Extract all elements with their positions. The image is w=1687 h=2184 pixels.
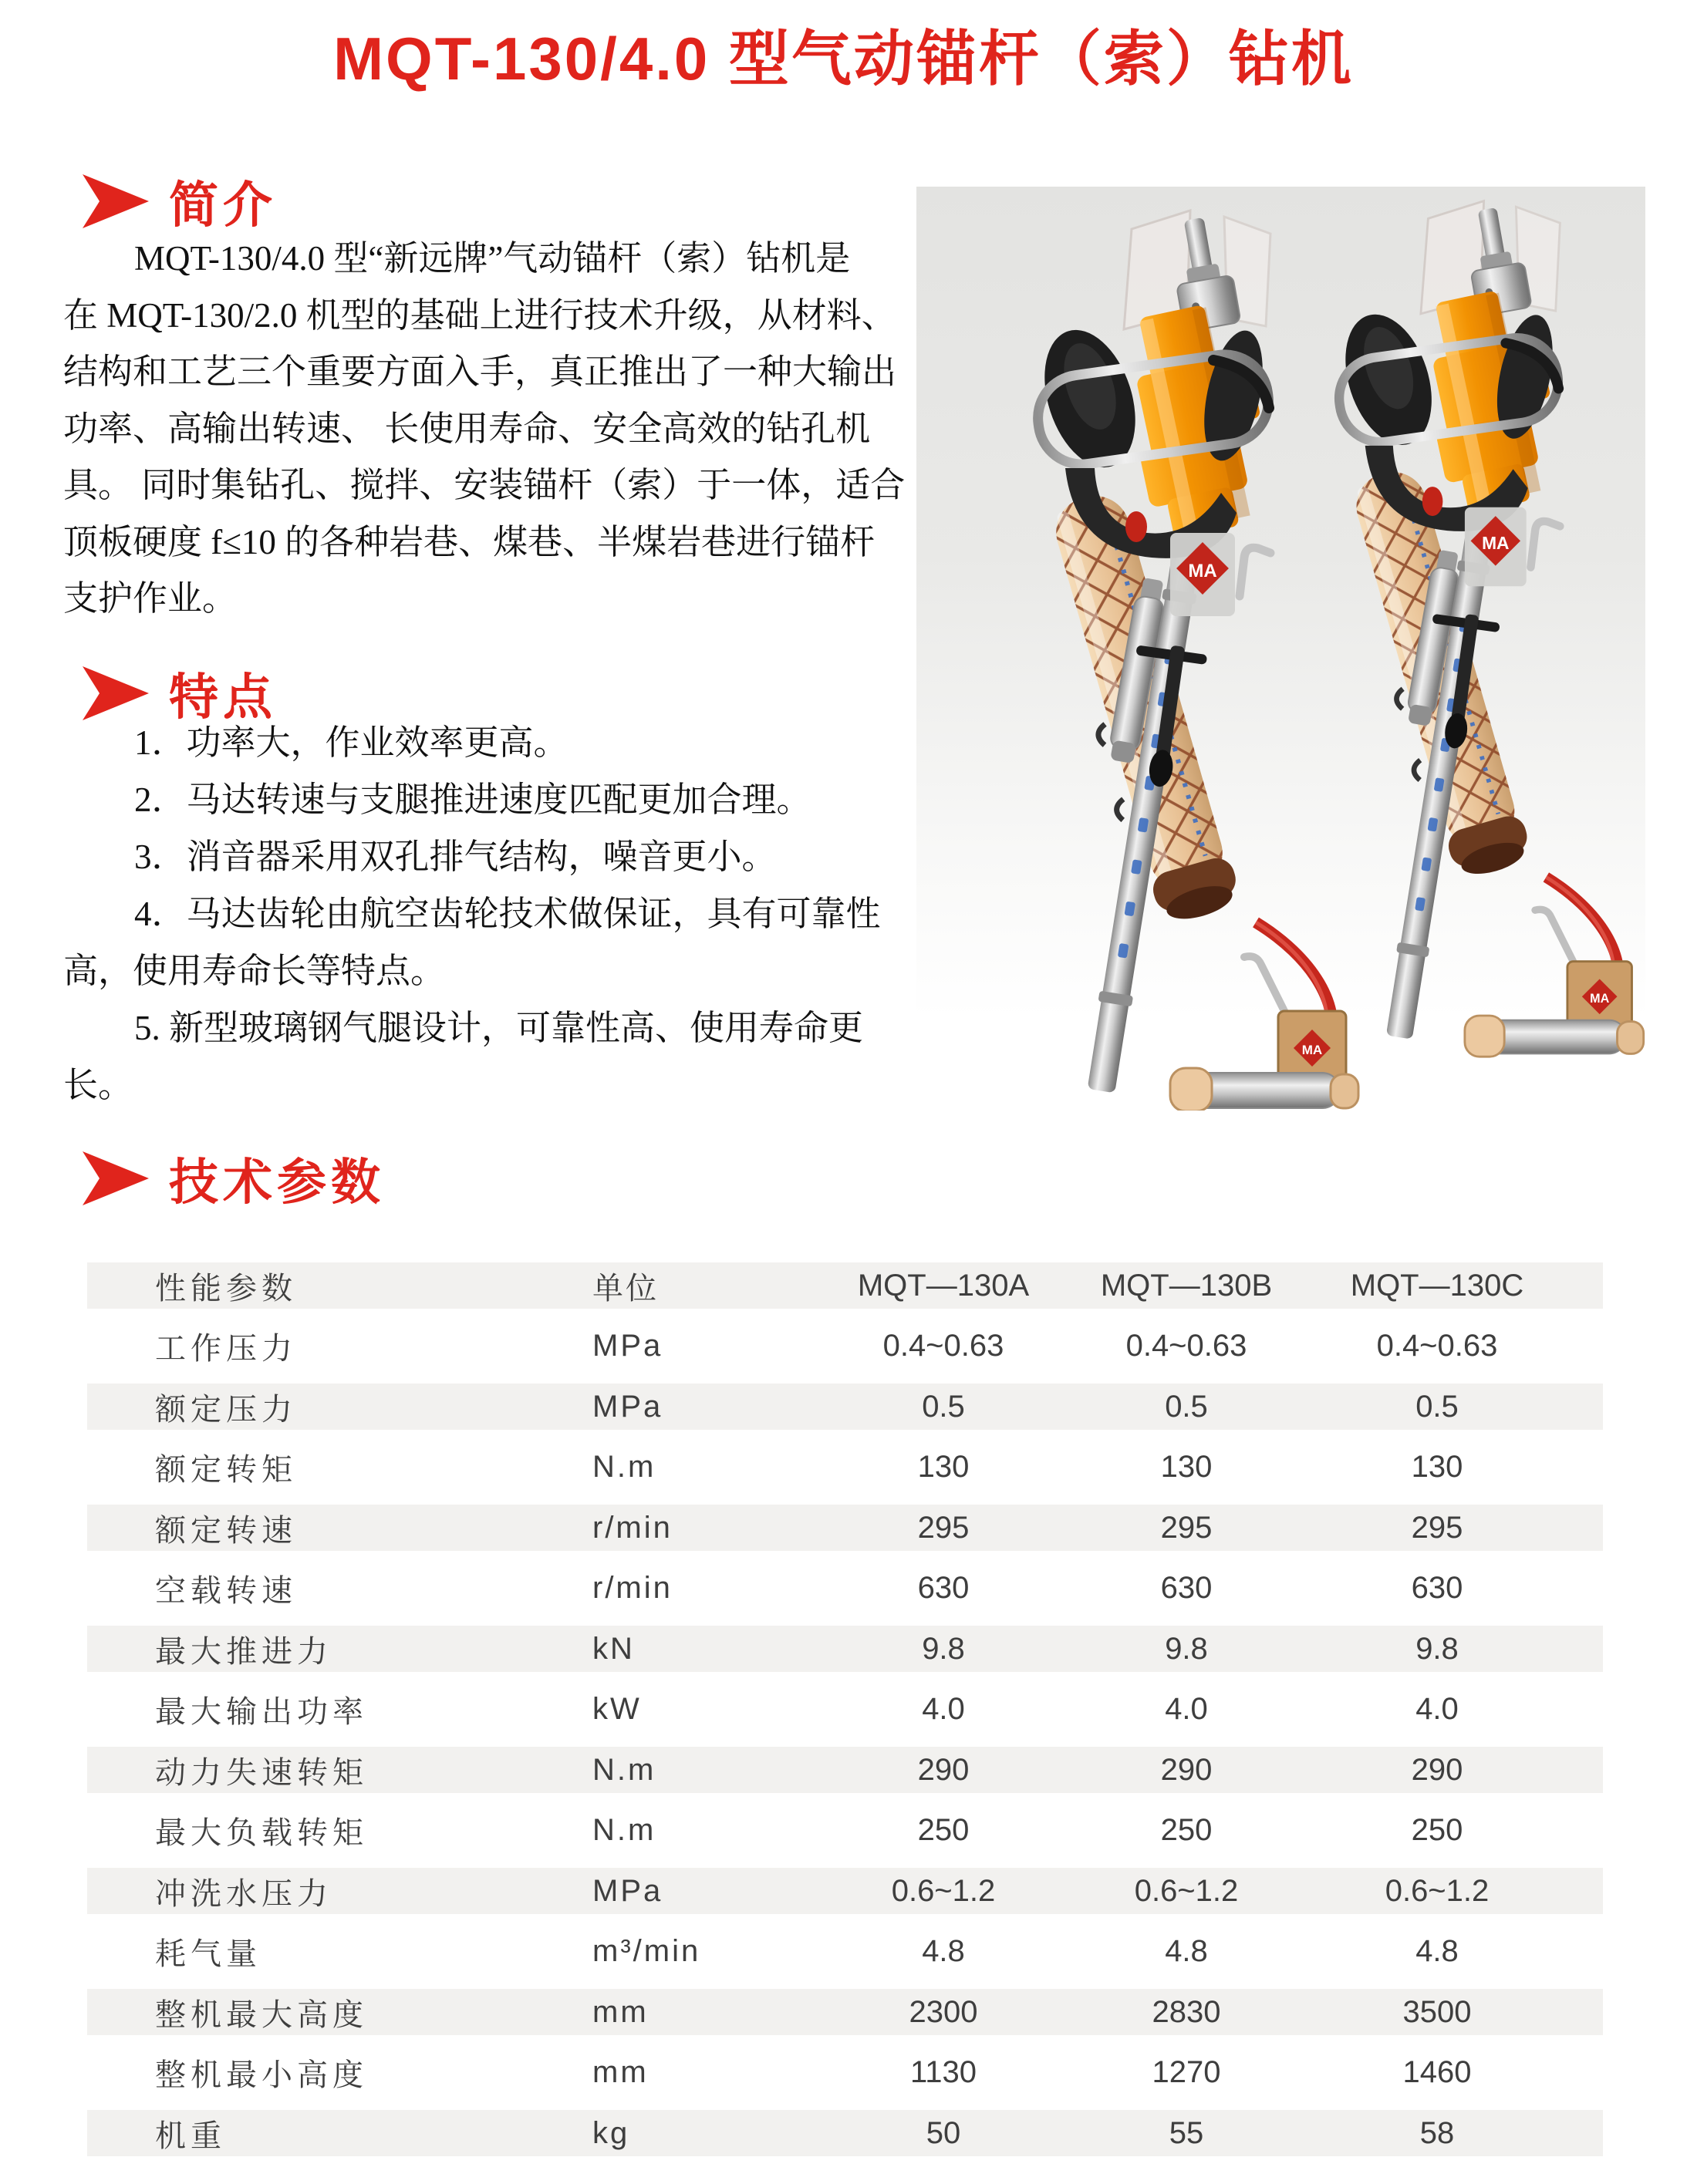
col-header-unit: 单位 [592, 1271, 659, 1306]
value-b-cell: 9.8 [1165, 1631, 1208, 1666]
parameter-name-cell: 动力失速转矩 [155, 1755, 368, 1790]
col-header-model-b: MQT—130B [1100, 1268, 1273, 1303]
value-b-cell: 295 [1160, 1510, 1213, 1545]
parameter-name-cell: 最大推进力 [155, 1634, 332, 1669]
table-header-row [87, 1262, 1603, 1309]
unit-cell: r/min [592, 1571, 673, 1605]
value-b-cell: 1270 [1152, 2055, 1221, 2089]
value-c-cell: 0.4~0.63 [1376, 1329, 1498, 1363]
value-c-cell: 630 [1411, 1571, 1463, 1605]
table-row [87, 1626, 1603, 1672]
value-c-cell: 0.6~1.2 [1385, 1873, 1490, 1908]
value-b-cell: 0.5 [1165, 1389, 1208, 1424]
value-a-cell: 0.6~1.2 [891, 1873, 996, 1908]
features-list [63, 714, 896, 1114]
value-c-cell: 0.5 [1415, 1389, 1459, 1424]
unit-cell: N.m [592, 1813, 656, 1847]
col-header-model-a: MQT—130A [857, 1268, 1030, 1303]
value-b-cell: 130 [1160, 1450, 1213, 1484]
table-body [87, 1309, 1603, 2156]
value-c-cell: 9.8 [1415, 1631, 1459, 1666]
page-title: MQT-130/4.0 型气动锚杆（索）钻机 [333, 25, 1354, 93]
table-row [87, 1384, 1603, 1430]
value-c-cell: 1460 [1402, 2055, 1472, 2089]
specs-table [87, 1262, 1603, 2156]
parameter-name-cell: 额定转矩 [155, 1453, 297, 1487]
value-c-cell: 4.8 [1415, 1934, 1459, 1968]
section-arrow-icon [83, 665, 149, 722]
value-a-cell: 0.5 [922, 1389, 965, 1424]
feature-line: 4．马达齿轮由航空齿轮技术做保证，具有可靠性 [134, 895, 881, 933]
parameter-name-cell: 额定压力 [155, 1392, 297, 1427]
specs-heading-text: 技术参数 [169, 1154, 385, 1210]
intro-heading-text: 简介 [169, 177, 277, 233]
table-row [87, 1747, 1603, 1793]
value-c-cell: 290 [1411, 1752, 1463, 1787]
table-row [87, 1430, 1603, 1505]
table-row [87, 2035, 1603, 2110]
value-b-cell: 0.6~1.2 [1134, 1873, 1239, 1908]
parameter-name-cell: 耗气量 [155, 1937, 261, 1971]
unit-cell: MPa [592, 1389, 663, 1424]
unit-cell: MPa [592, 1873, 663, 1908]
unit-cell: MPa [592, 1329, 663, 1363]
parameter-name-cell: 空载转速 [155, 1574, 297, 1608]
product-photo [916, 187, 1645, 1111]
intro-line: 功率、高输出转速、 长使用寿命、安全高效的钻孔机 [63, 409, 871, 448]
col-header-model-c: MQT—130C [1350, 1268, 1524, 1303]
value-b-cell: 290 [1160, 1752, 1213, 1787]
value-a-cell: 290 [917, 1752, 970, 1787]
section-arrow-icon [83, 173, 149, 230]
table-row [87, 1505, 1603, 1551]
value-a-cell: 130 [917, 1450, 970, 1484]
value-a-cell: 250 [917, 1813, 970, 1847]
intro-line: 在 MQT-130/2.0 机型的基础上进行技术升级，从材料、 [63, 295, 896, 335]
features-heading-text: 特点 [169, 669, 277, 725]
table-row [87, 1672, 1603, 1747]
table-row [87, 1868, 1603, 1914]
unit-cell: r/min [592, 1510, 673, 1545]
unit-cell: m³/min [592, 1934, 701, 1968]
intro-line: 具。 同时集钻孔、搅拌、安装锚杆（索）于一体，适合 [63, 466, 906, 504]
intro-paragraph [63, 231, 906, 628]
value-c-cell: 3500 [1402, 1994, 1472, 2029]
value-c-cell: 130 [1411, 1450, 1463, 1484]
value-b-cell: 55 [1169, 2115, 1204, 2150]
intro-section-heading [83, 166, 277, 237]
value-a-cell: 4.0 [922, 1692, 965, 1726]
feature-line: 长。 [63, 1066, 133, 1104]
feature-line: 5. 新型玻璃钢气腿设计，可靠性高、使用寿命更 [134, 1009, 864, 1047]
value-a-cell: 630 [917, 1571, 970, 1605]
parameter-name-cell: 工作压力 [155, 1332, 297, 1366]
table-row [87, 1793, 1603, 1868]
feature-line: 高，使用寿命长等特点。 [63, 952, 446, 990]
value-a-cell: 1130 [909, 2055, 977, 2089]
value-b-cell: 630 [1160, 1571, 1213, 1605]
intro-line: 结构和工艺三个重要方面入手，真正推出了一种大输出 [63, 352, 897, 391]
feature-line: 1．功率大，作业效率更高。 [134, 723, 569, 762]
parameter-name-cell: 最大负载转矩 [155, 1816, 368, 1850]
parameter-name-cell: 冲洗水压力 [155, 1876, 332, 1911]
value-b-cell: 2830 [1152, 1994, 1221, 2029]
value-b-cell: 0.4~0.63 [1125, 1329, 1247, 1363]
value-a-cell: 295 [917, 1510, 970, 1545]
parameter-name-cell: 整机最大高度 [155, 1997, 368, 2032]
value-b-cell: 4.8 [1165, 1934, 1208, 1968]
parameter-name-cell: 整机最小高度 [155, 2058, 368, 2092]
feature-line: 2．马达转速与支腿推进速度匹配更加合理。 [134, 780, 811, 819]
unit-cell: N.m [592, 1450, 656, 1484]
unit-cell: kW [592, 1692, 642, 1726]
unit-cell: mm [592, 1994, 649, 2029]
table-row [87, 1989, 1603, 2035]
value-b-cell: 4.0 [1165, 1692, 1208, 1726]
value-a-cell: 2300 [909, 1994, 978, 2029]
unit-cell: N.m [592, 1752, 656, 1787]
section-arrow-icon [83, 1150, 149, 1207]
parameter-name-cell: 机重 [155, 2118, 226, 2153]
unit-cell: kN [592, 1631, 635, 1666]
col-header-parameter: 性能参数 [155, 1271, 297, 1306]
table-row [87, 1551, 1603, 1626]
value-c-cell: 4.0 [1415, 1692, 1459, 1726]
intro-line: 支护作业。 [63, 579, 238, 618]
value-a-cell: 4.8 [922, 1934, 965, 1968]
parameter-name-cell: 额定转速 [155, 1513, 297, 1548]
table-row [87, 2110, 1603, 2156]
value-c-cell: 58 [1419, 2115, 1455, 2150]
intro-line: MQT-130/4.0 型“新远牌”气动锚杆（索）钻机是 [134, 239, 851, 278]
parameter-name-cell: 最大输出功率 [155, 1695, 368, 1729]
feature-line: 3．消音器采用双孔排气结构，噪音更小。 [134, 838, 777, 876]
value-c-cell: 295 [1411, 1510, 1463, 1545]
unit-cell: mm [592, 2055, 649, 2089]
value-a-cell: 0.4~0.63 [882, 1329, 1004, 1363]
table-row [87, 1309, 1603, 1384]
value-a-cell: 9.8 [922, 1631, 965, 1666]
value-c-cell: 250 [1411, 1813, 1463, 1847]
intro-line: 顶板硬度 f≤10 的各种岩巷、煤巷、半煤岩巷进行锚杆 [63, 522, 876, 561]
value-a-cell: 50 [926, 2115, 961, 2150]
value-b-cell: 250 [1160, 1813, 1213, 1847]
unit-cell: kg [592, 2115, 630, 2150]
specs-section-heading [83, 1143, 385, 1214]
table-row [87, 1914, 1603, 1989]
